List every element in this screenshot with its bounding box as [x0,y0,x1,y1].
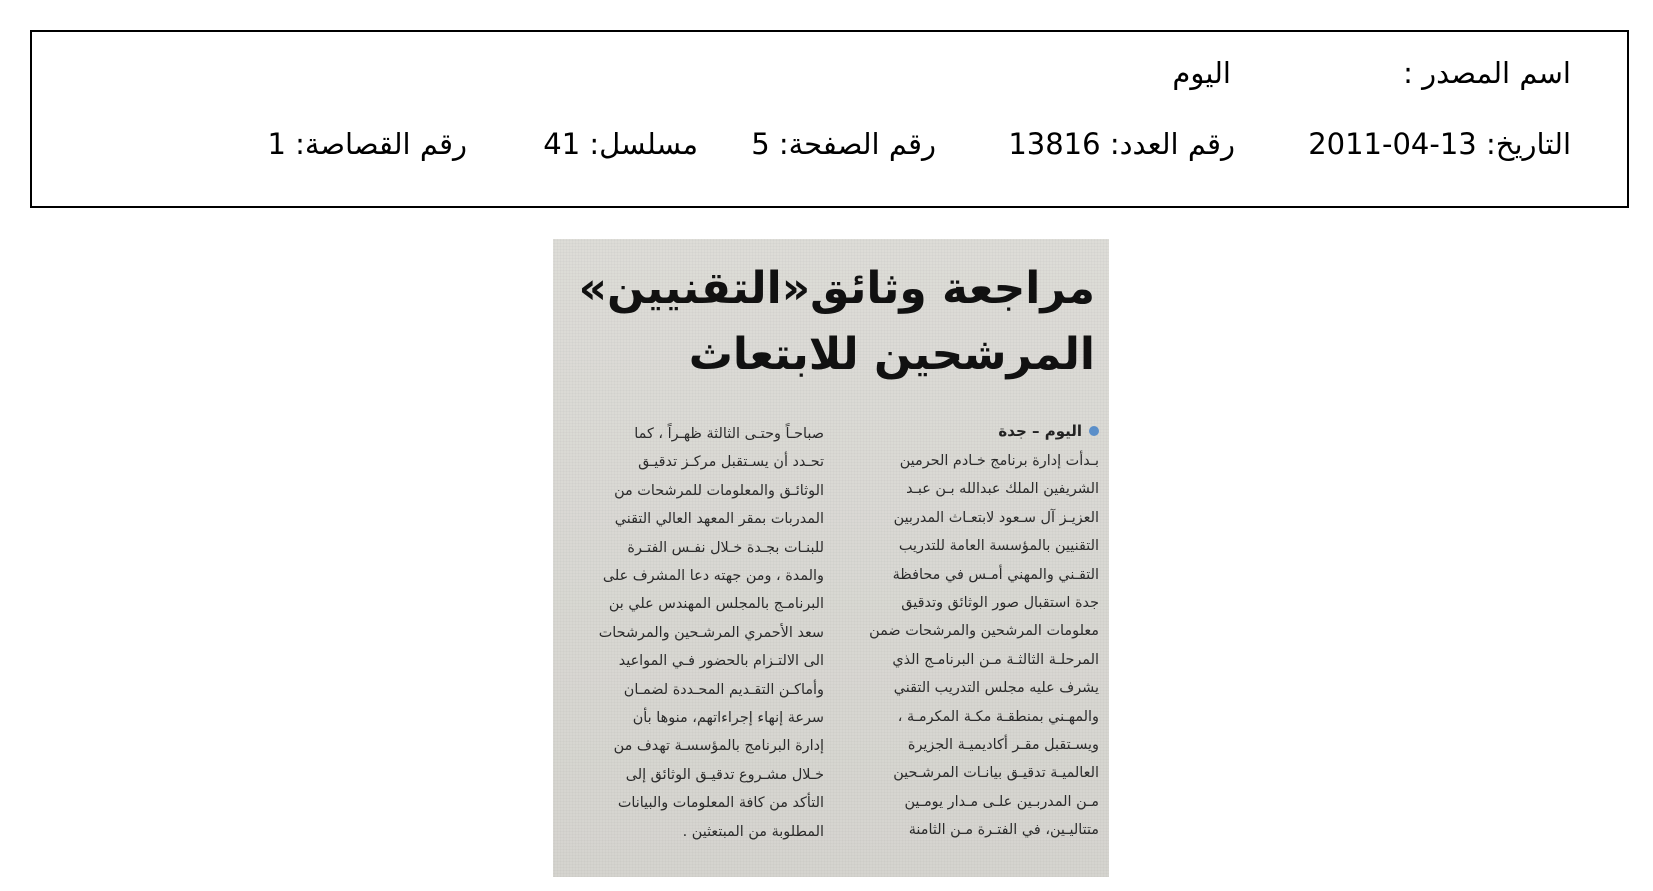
article-line: سرعة إنهاء إجراءاتهم، منوها بأن [632,710,824,727]
metadata-header-box [30,30,1629,208]
article-line: صباحـاً وحتـى الثالثة ظهـراً ، كما [634,426,824,442]
clip-number-value: 1 [267,127,286,161]
article-line: الوثائـق والمعلومات للمرشحات من [614,482,824,499]
issue-label: رقم العدد: [1109,127,1235,161]
article-line: الى الالتـزام بالحضور فـي المواعيد [618,653,824,670]
date-field [1308,127,1571,161]
article-line: بـدأت إدارة برنامج خـادم الحرمين [899,453,1099,469]
article-line: العالميـة تدقيـق بيانـات المرشـحين [893,765,1099,782]
serial-value: 41 [543,127,581,161]
article-line: البرنامـج بالمجلس المهندس علي بن [608,596,824,613]
date-value: 2011-04-13 [1308,127,1477,161]
article-line: وأماكـن التقـديم المحـددة لضمـان [623,681,824,698]
article-line: الشريفين الملك عبدالله بـن عبـد [906,481,1099,498]
article-line: متتاليـين، في الفتـرة مـن الثامنة [908,822,1099,839]
article-line: مـن المدربـين علـى مـدار يومـين [904,793,1099,810]
article-line: والمهـني بمنطقـة مكـة المكرمـة ، [897,708,1099,725]
page-field [751,127,936,161]
article-line: جدة استقبال صور الوثائق وتدقيق [901,595,1099,612]
article-line: تحـدد أن يسـتقبل مركـز تدقيـق [638,454,824,471]
article-line: المرحلـة الثالثـة مـن البرنامـج الذي [892,651,1099,668]
article-line: يشرف عليه مجلس التدريب التقني [893,680,1099,697]
clip-number-label: رقم القصاصة: [295,127,467,161]
clip-number-field [267,127,467,161]
article-line: سعد الأحمري المرشـحين والمرشحات [598,624,824,641]
article-column-right [841,447,1099,845]
article-column-left [566,420,824,846]
source-value: اليوم [1172,56,1231,90]
article-line: للبنـات بجـدة خـلال نفـس الفتـرة [627,539,824,556]
headline-line-2: المرشحين للابتعاث [688,329,1095,380]
serial-field [543,127,698,161]
article-line: ويسـتقبل مقـر أكاديميـة الجزيرة [907,737,1099,754]
headline-line-1: مراجعة وثائق«التقنيين» [578,263,1095,314]
article-line: المطلوبة من المبتعثين . [682,823,824,840]
page-label: رقم الصفحة: [778,127,936,161]
issue-value: 13816 [1008,127,1101,161]
source-label: اسم المصدر : [1403,56,1571,90]
issue-field [1008,127,1235,161]
article-line: التقـني والمهني أمـس في محافظة [892,566,1099,583]
article-line: التقنيين بالمؤسسة العامة للتدريب [898,538,1099,555]
serial-label: مسلسل: [589,127,698,161]
bullet-dot-icon [1089,426,1099,436]
page-value: 5 [751,127,770,161]
byline [998,422,1099,440]
article-line: والمدة ، ومن جهته دعا المشرف على [602,568,824,585]
article-line: التأكد من كافة المعلومات والبيانات [617,795,824,812]
date-label: التاريخ: [1485,127,1571,161]
article-line: العزيـز آل سـعود لابتعـاث المدربين [893,509,1099,526]
article-line: المدربات بمقر المعهد العالي التقني [614,511,824,528]
article-line: خـلال مشـروع تدقيـق الوثائق إلى [625,766,824,783]
article-line: إدارة البرنامج بالمؤسسـة تهدف من [613,738,824,755]
article-line: معلومات المرشحين والمرشحات ضمن [869,623,1099,640]
newspaper-clipping [553,239,1109,877]
byline-text: اليوم – جدة [998,422,1082,440]
